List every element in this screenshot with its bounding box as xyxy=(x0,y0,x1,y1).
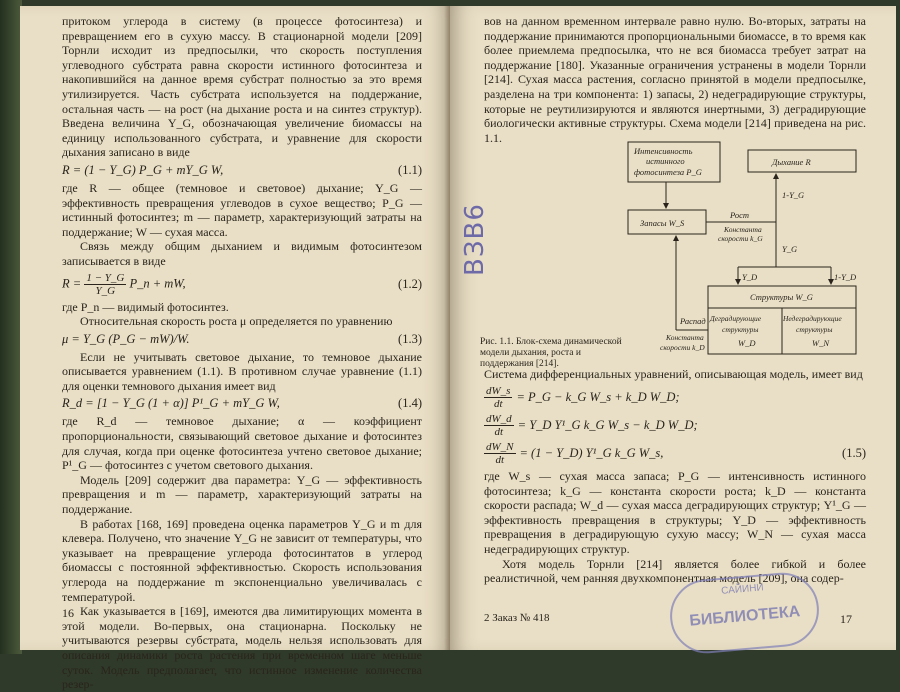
diagram-label-yd: Y_D xyxy=(742,272,758,282)
diagram-label-photo-3: фотосинтеза P_G xyxy=(634,167,702,177)
eq-c-body xyxy=(484,441,663,466)
block-diagram-svg xyxy=(626,140,862,370)
left-paragraph-3: Связь между общим дыханием и видимым фотосинтезом записывается в виде xyxy=(62,239,422,268)
handwritten-mark: ВЗВ6 xyxy=(460,203,490,276)
left-paragraph-10: Как указывается в [169], имеются два лимитирующих момента в этой модели. Во-первых, она стационарна. Поскольку не учитываются резервы субстрата, модель нельзя использовать для описания динамики роста растения при временном шаге меньше суток. Модель предполагает, что истинное изменение количества резер- xyxy=(62,604,422,692)
left-paragraph-1: притоком углерода в систему (в процессе фотосинтеза) и превращением его в сухую массу. В стационарной модели [209] Торнли исходит из предпосылки, что скорость поступления углеводного субстрата равна скорости истинного фотосинтеза и накопившийся на данное время субстрат полностью за это время утилизируется. Часть субстрата используется на поддержание, остальная часть — на рост (на дыхание роста и на синтез структур). Введена величина Y_G, обозначающая увеличение биомассы на единицу использованного субстрата, и уравнение для скорости дыхания записано в виде xyxy=(62,14,422,160)
left-paragraph-5: Относительная скорость роста μ определяется по уравнению xyxy=(80,314,393,329)
eq-c-fraction xyxy=(484,441,516,466)
eq-b-numerator: dW_d xyxy=(486,412,512,425)
diagram-label-photo-1: Интенсивность xyxy=(634,146,693,156)
right-paragraph-3: где W_s — сухая масса запаса; P_G — интенсивность истинного фотосинтеза; k_G — константа скорости роста; k_D — константа скорости распада; W_d — сухая масса деградирующих структур; Y¹_G — эффективность превращения в структуры; Y_D — эффективность превращения в деградирующую сухую массу; W_N — сухая масса недеградирующих структур. xyxy=(484,468,866,556)
diagram-label-degrading-2: структуры xyxy=(722,325,759,334)
printer-signature: 2 Заказ № 418 xyxy=(484,612,550,624)
left-paragraph-8: Модель [209] содержит два параметра: Y_G — эффективность превращения и m — параметр, характеризующий затраты на поддержание. xyxy=(62,472,422,517)
right-paragraph-4: Хотя модель Торнли [214] является более гибкой и более реалистичной, чем ранняя двухкомпонентная модель [209], она содер- xyxy=(484,556,866,586)
equation-1-4 xyxy=(62,396,422,411)
equation-1-1-body: R = (1 − Y_G) P_G + mY_G W, xyxy=(62,162,224,177)
equation-1-2 xyxy=(62,272,422,297)
equation-1-2-left: R = xyxy=(62,275,82,290)
diagram-label-reserves: Запасы W_S xyxy=(640,218,685,228)
eq-a-rhs: = P_G − k_G W_s + k_D W_D; xyxy=(516,389,680,404)
diagram-label-nondeg-2: структуры xyxy=(796,325,833,334)
left-paragraph-6: Если не учитывать световое дыхание, то темновое дыхание описывается уравнением (1.1). В противном случае уравнение (1.1) для оценки темнового дыхания имеет вид xyxy=(62,349,422,393)
diagram-label-growth-const-1: Константа xyxy=(724,225,762,234)
equation-1-2-fraction xyxy=(84,272,126,297)
diagram-label-respiration: Дыхание R xyxy=(772,157,811,167)
equation-1-2-numerator: 1 − Y_G xyxy=(86,271,125,284)
diagram-label-decay-const-1: Константа xyxy=(666,333,704,342)
left-page-number: 16 xyxy=(62,606,74,620)
equation-1-3-number: (1.3) xyxy=(398,331,422,346)
left-paragraph-4: где P_n — видимый фотосинтез. xyxy=(62,299,229,314)
diagram-label-decay: Распад xyxy=(680,316,706,326)
library-stamp xyxy=(667,570,822,657)
right-page xyxy=(450,6,896,650)
diagram-label-1-minus-yg: 1-Y_G xyxy=(782,190,805,200)
equation-1-4-body: R_d = [1 − Y_G (1 + α)] P¹_G + mY_G W, xyxy=(62,396,280,411)
diagram-label-nondeg-1: Недеградирующие xyxy=(783,314,842,323)
eq-a-denominator: dt xyxy=(493,397,503,410)
left-paragraph-7: где R_d — темновое дыхание; α — коэффициент пропорциональности, связывающий световое дыхание и фотосинтез для случая, когда при оценке фотосинтеза учтено световое дыхание; P¹_G — фотосинтез с учетом светового дыхания. xyxy=(62,414,422,473)
equation-1-2-body xyxy=(62,272,186,297)
block-diagram xyxy=(626,140,862,370)
diagram-label-growth-const-2: скорости k_G xyxy=(718,234,763,243)
equation-1-2-right: P_n + mW, xyxy=(129,275,186,290)
stamp-text-1: САЙИНИ xyxy=(720,582,765,597)
diagram-label-structures: Структуры W_G xyxy=(750,292,813,302)
eq-b-rhs: = Y_D Y¹_G k_G W_s − k_D W_D; xyxy=(517,417,698,432)
eq-a-fraction xyxy=(484,385,512,410)
right-paragraph-1: вов на данном временном интервале равно нулю. Во-вторых, затраты на поддержание принимаются пропорциональными биомассе, в то время как более приемлема предпосылка, что не вся биомасса требует затрат на поддержание [180]. Указанные ограничения устранены в модели Торнли [214]. Сухая масса растения, согласно принятой в модели предпосылке, разделена на три компонента: 1) запасы, 2) недеградирующие структуры, которые не реутилизируются и являются инертными, 3) деградирующие биологически активные структуры. Схема модели [214] приведена на рис. 1.1. xyxy=(484,14,866,145)
eq-c-numerator: dW_N xyxy=(486,440,514,453)
book-edge xyxy=(0,0,22,654)
right-page-number: 17 xyxy=(840,612,852,626)
diagram-label-degrading-1: Деградирующие xyxy=(710,314,762,323)
stamp-text-2: БИБЛИОТЕКА xyxy=(688,603,801,630)
equation-1-1 xyxy=(62,163,422,178)
equation-1-5-a xyxy=(484,385,866,410)
equation-1-5-b xyxy=(484,413,866,438)
equation-1-5-number: (1.5) xyxy=(842,445,866,460)
diagram-label-degrading-3: W_D xyxy=(738,338,756,348)
right-paragraph-2: Система дифференциальных уравнений, описывающая модель, имеет вид xyxy=(484,367,863,382)
diagram-label-decay-const-2: скорости k_D xyxy=(660,343,705,352)
diagram-label-photo-2: истинного xyxy=(646,156,685,166)
eq-b-fraction xyxy=(484,413,514,438)
left-paragraph-2: где R — общее (темновое и световое) дыхание; Y_G — эффективность превращения углеводов в сухое вещество; P_G — истинный фотосинтез; m — параметр, характеризующий затраты на поддержание; W — сухая масса. xyxy=(62,180,422,239)
equation-1-1-number: (1.1) xyxy=(398,162,422,177)
diagram-label-1-minus-yd: 1-Y_D xyxy=(834,272,857,282)
left-paragraph-9: В работах [168, 169] проведена оценка параметров Y_G и m для клевера. Получено, что значение Y_G не зависит от температуры, что указывает на превращение углерода фотосинтатов в углерод биомассы с постоянной эффективностью. Скорость использования углерода на поддержание m экспоненциально увеличивалась с температурой. xyxy=(62,516,422,604)
equation-1-5-c xyxy=(484,441,866,466)
eq-c-denominator: dt xyxy=(495,453,505,466)
left-page xyxy=(20,6,450,692)
diagram-label-yg: Y_G xyxy=(782,244,798,254)
equation-1-4-number: (1.4) xyxy=(398,396,422,411)
eq-c-rhs: = (1 − Y_D) Y¹_G k_G W_s, xyxy=(519,445,664,460)
equation-1-3-body: μ = Y_G (P_G − mW)/W. xyxy=(62,331,190,346)
figure-caption: Рис. 1.1. Блок-схема динамической модели дыхания, роста и поддержания [214]. xyxy=(480,337,622,369)
equation-1-2-denominator: Y_G xyxy=(95,284,116,297)
diagram-label-nondeg-3: W_N xyxy=(812,338,829,348)
equation-1-3 xyxy=(62,332,422,347)
diagram-label-growth: Рост xyxy=(730,210,750,220)
equation-1-2-number: (1.2) xyxy=(398,276,422,291)
eq-b-denominator: dt xyxy=(494,425,504,438)
eq-a-numerator: dW_s xyxy=(486,384,511,397)
